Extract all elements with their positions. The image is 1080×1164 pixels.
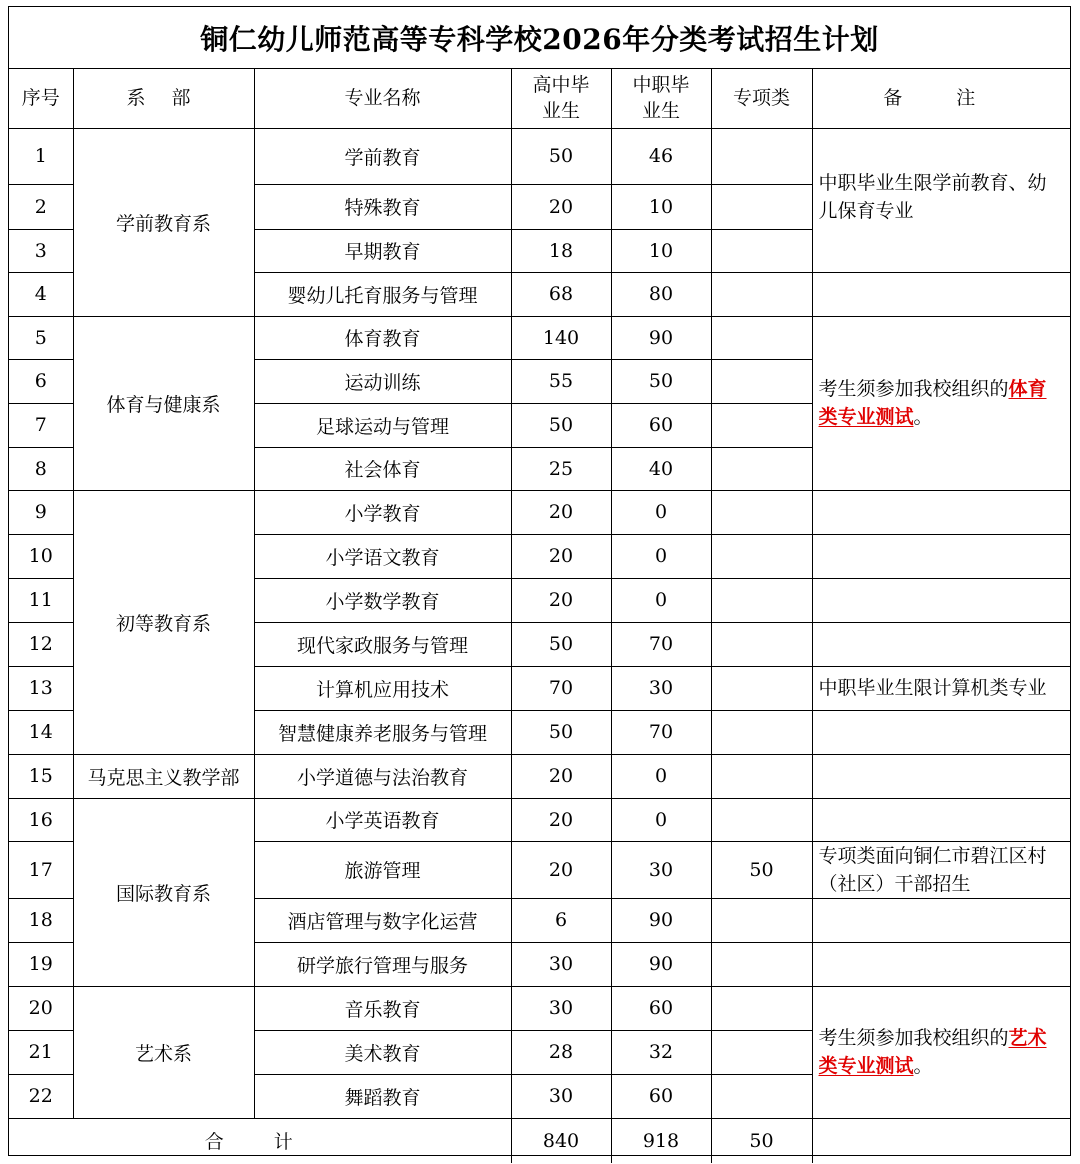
row-index: 6: [9, 359, 73, 403]
department-cell: 艺术系: [73, 986, 254, 1118]
high-school-cell: 140: [511, 316, 611, 359]
special-cell: [711, 490, 812, 534]
remark-cell: 中职毕业生限计算机类专业: [812, 666, 1070, 710]
major-cell: 特殊教育: [254, 184, 511, 229]
major-cell: 舞蹈教育: [254, 1074, 511, 1118]
vocational-cell: 90: [611, 898, 711, 942]
row-index: 3: [9, 229, 73, 272]
special-cell: [711, 942, 812, 986]
major-cell: 小学道德与法治教育: [254, 754, 511, 798]
major-cell: 计算机应用技术: [254, 666, 511, 710]
table-row: [9, 316, 1070, 359]
row-index: 4: [9, 272, 73, 316]
row-index: 2: [9, 184, 73, 229]
header-row: [9, 69, 1070, 128]
enrollment-table: [9, 69, 1070, 1163]
remark-sports-highlight: 体育类专业测试: [818, 378, 1047, 428]
remark-cell: [812, 798, 1070, 841]
header-remarks-label: 备 注: [883, 87, 1000, 110]
major-cell: 小学数学教育: [254, 578, 511, 622]
department-cell: 马克思主义教学部: [73, 754, 254, 798]
table-row: [9, 128, 1070, 184]
major-cell: 社会体育: [254, 447, 511, 490]
remark-cell: [812, 710, 1070, 754]
special-cell: [711, 986, 812, 1030]
header-major: 专业名称: [254, 69, 511, 128]
table-row: [9, 986, 1070, 1030]
vocational-cell: 50: [611, 359, 711, 403]
special-cell: [711, 1074, 812, 1118]
header-department: [73, 69, 254, 128]
remark-cell: [812, 316, 1070, 490]
major-cell: 旅游管理: [254, 841, 511, 898]
vocational-cell: 46: [611, 128, 711, 184]
major-cell: 学前教育: [254, 128, 511, 184]
department-cell: 初等教育系: [73, 490, 254, 754]
special-cell: [711, 534, 812, 578]
row-index: 20: [9, 986, 73, 1030]
vocational-cell: 0: [611, 490, 711, 534]
remark-cell: [812, 272, 1070, 316]
special-cell: [711, 272, 812, 316]
row-index: 5: [9, 316, 73, 359]
special-cell: [711, 447, 812, 490]
row-index: 17: [9, 841, 73, 898]
high-school-cell: 50: [511, 403, 611, 447]
remark-cell: [812, 490, 1070, 534]
vocational-cell: 40: [611, 447, 711, 490]
vocational-cell: 30: [611, 666, 711, 710]
high-school-cell: 6: [511, 898, 611, 942]
department-cell: 学前教育系: [73, 128, 254, 316]
major-cell: 小学英语教育: [254, 798, 511, 841]
vocational-cell: 10: [611, 184, 711, 229]
row-index: 19: [9, 942, 73, 986]
remark-sports-suffix: 。: [913, 406, 933, 428]
major-cell: 运动训练: [254, 359, 511, 403]
remark-cell: [812, 986, 1070, 1118]
header-high-school-label: 高中毕业生: [532, 74, 590, 123]
major-cell: 美术教育: [254, 1030, 511, 1074]
major-cell: 早期教育: [254, 229, 511, 272]
remark-cell: [812, 534, 1070, 578]
major-cell: 足球运动与管理: [254, 403, 511, 447]
vocational-cell: 0: [611, 578, 711, 622]
vocational-cell: 90: [611, 942, 711, 986]
vocational-cell: 30: [611, 841, 711, 898]
high-school-cell: 70: [511, 666, 611, 710]
department-cell: 国际教育系: [73, 798, 254, 986]
vocational-cell: 60: [611, 403, 711, 447]
vocational-cell: 0: [611, 754, 711, 798]
special-cell: [711, 666, 812, 710]
high-school-cell: 20: [511, 490, 611, 534]
row-index: 15: [9, 754, 73, 798]
vocational-cell: 10: [611, 229, 711, 272]
header-special: 专项类: [711, 69, 812, 128]
header-vocational: [611, 69, 711, 128]
total-row: [9, 1118, 1070, 1163]
major-cell: 婴幼儿托育服务与管理: [254, 272, 511, 316]
header-vocational-label: 中职毕业生: [632, 74, 690, 123]
row-index: 8: [9, 447, 73, 490]
major-cell: 体育教育: [254, 316, 511, 359]
row-index: 13: [9, 666, 73, 710]
vocational-cell: 70: [611, 710, 711, 754]
high-school-cell: 50: [511, 128, 611, 184]
high-school-cell: 30: [511, 1074, 611, 1118]
total-vocational: 918: [611, 1118, 711, 1163]
remark-cell: [812, 898, 1070, 942]
major-cell: 智慧健康养老服务与管理: [254, 710, 511, 754]
special-cell: [711, 898, 812, 942]
high-school-cell: 30: [511, 942, 611, 986]
remark-cell: [812, 942, 1070, 986]
special-cell: [711, 229, 812, 272]
row-index: 9: [9, 490, 73, 534]
remark-cell: [812, 578, 1070, 622]
special-cell: [711, 1030, 812, 1074]
row-index: 10: [9, 534, 73, 578]
major-cell: 研学旅行管理与服务: [254, 942, 511, 986]
high-school-cell: 20: [511, 841, 611, 898]
total-label: 合 计: [204, 1131, 315, 1154]
row-index: 18: [9, 898, 73, 942]
high-school-cell: 50: [511, 710, 611, 754]
total-high-school: 840: [511, 1118, 611, 1163]
row-index: 22: [9, 1074, 73, 1118]
high-school-cell: 68: [511, 272, 611, 316]
vocational-cell: 32: [611, 1030, 711, 1074]
remark-arts-highlight: 艺术类专业测试: [818, 1027, 1047, 1077]
major-cell: 小学语文教育: [254, 534, 511, 578]
special-cell: [711, 622, 812, 666]
enrollment-plan-sheet: [8, 6, 1071, 1156]
special-cell: [711, 128, 812, 184]
high-school-cell: 50: [511, 622, 611, 666]
remark-arts-prefix: 考生须参加我校组织的: [818, 1027, 1009, 1049]
department-cell: 体育与健康系: [73, 316, 254, 490]
special-cell: 50: [711, 841, 812, 898]
table-row: [9, 754, 1070, 798]
high-school-cell: 55: [511, 359, 611, 403]
remark-cell: 专项类面向铜仁市碧江区村（社区）干部招生: [812, 841, 1070, 898]
page-title: 铜仁幼儿师范高等专科学校2026年分类考试招生计划: [9, 7, 1070, 69]
remark-cell: [812, 622, 1070, 666]
vocational-cell: 0: [611, 798, 711, 841]
vocational-cell: 90: [611, 316, 711, 359]
header-index: 序号: [9, 69, 73, 128]
remark-cell: 中职毕业生限学前教育、幼儿保育专业: [812, 128, 1070, 272]
row-index: 21: [9, 1030, 73, 1074]
row-index: 1: [9, 128, 73, 184]
remark-sports-prefix: 考生须参加我校组织的: [818, 378, 1009, 400]
special-cell: [711, 798, 812, 841]
remark-cell: [812, 754, 1070, 798]
header-remarks: [812, 69, 1070, 128]
vocational-cell: 0: [611, 534, 711, 578]
vocational-cell: 70: [611, 622, 711, 666]
high-school-cell: 28: [511, 1030, 611, 1074]
vocational-cell: 60: [611, 986, 711, 1030]
major-cell: 酒店管理与数字化运营: [254, 898, 511, 942]
high-school-cell: 20: [511, 798, 611, 841]
table-row: [9, 798, 1070, 841]
special-cell: [711, 184, 812, 229]
special-cell: [711, 754, 812, 798]
special-cell: [711, 359, 812, 403]
vocational-cell: 80: [611, 272, 711, 316]
row-index: 11: [9, 578, 73, 622]
remark-arts-suffix: 。: [913, 1055, 933, 1077]
major-cell: 音乐教育: [254, 986, 511, 1030]
major-cell: 小学教育: [254, 490, 511, 534]
header-high-school: [511, 69, 611, 128]
total-label-cell: [9, 1118, 511, 1163]
high-school-cell: 20: [511, 578, 611, 622]
row-index: 14: [9, 710, 73, 754]
special-cell: [711, 316, 812, 359]
high-school-cell: 20: [511, 184, 611, 229]
major-cell: 现代家政服务与管理: [254, 622, 511, 666]
total-special: 50: [711, 1118, 812, 1163]
high-school-cell: 25: [511, 447, 611, 490]
high-school-cell: 18: [511, 229, 611, 272]
high-school-cell: 20: [511, 754, 611, 798]
vocational-cell: 60: [611, 1074, 711, 1118]
high-school-cell: 20: [511, 534, 611, 578]
special-cell: [711, 578, 812, 622]
special-cell: [711, 710, 812, 754]
high-school-cell: 30: [511, 986, 611, 1030]
table-row: [9, 490, 1070, 534]
total-remark-cell: [812, 1118, 1070, 1163]
row-index: 7: [9, 403, 73, 447]
row-index: 16: [9, 798, 73, 841]
special-cell: [711, 403, 812, 447]
header-department-label: 系 部: [126, 87, 201, 110]
row-index: 12: [9, 622, 73, 666]
